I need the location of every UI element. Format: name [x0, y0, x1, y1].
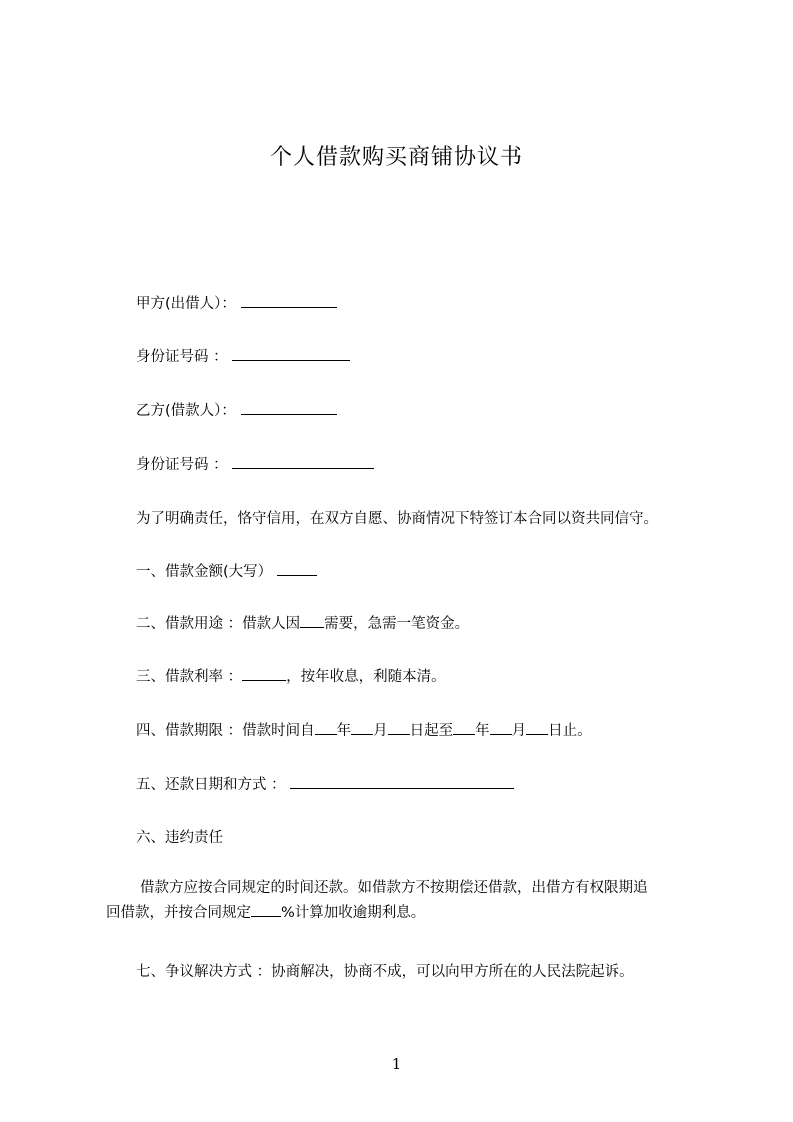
clause-6-heading: 六、违约责任 — [136, 830, 223, 846]
start-month-blank[interactable] — [351, 720, 373, 735]
clause-7: 七、争议解决方式 ：协商解决，协商不成，可以向甲方所在的人民法院起诉。 — [136, 964, 634, 980]
end-year-blank[interactable] — [453, 720, 475, 735]
party-a-id-line — [136, 345, 350, 366]
start-year-blank[interactable] — [315, 720, 337, 735]
party-b-id-blank[interactable] — [232, 454, 374, 469]
start-day-blank[interactable] — [388, 720, 410, 735]
clause-1 — [136, 560, 317, 581]
party-a-line — [136, 292, 337, 313]
page-number: 1 — [391, 1055, 402, 1073]
party-b-id-label: 身份证号码 ： — [136, 457, 228, 473]
party-a-label: 甲方(出借人）： — [136, 296, 236, 312]
end-year-label: 年 — [475, 723, 490, 739]
party-b-label: 乙方(借款人）： — [136, 403, 236, 419]
party-b-line — [136, 399, 337, 420]
start-month-label: 月 — [373, 723, 388, 739]
start-year-label: 年 — [336, 723, 352, 739]
clause-1-text: 一、借款金额(大写） — [136, 564, 273, 580]
clause-5 — [136, 773, 514, 794]
clause-3 — [136, 665, 446, 686]
clause-6-body-line-2 — [106, 901, 706, 926]
preamble: 为了明确责任，恪守信用，在双方自愿、协商情况下特签订本合同以资共同信守。 — [136, 511, 658, 527]
clause-3-suffix: ，按年收息，利随本清。 — [286, 669, 446, 685]
document-title: 个人借款购买商铺协议书 — [269, 145, 523, 170]
interest-rate-blank[interactable] — [242, 666, 286, 681]
clause-2-suffix: 需要，急需一笔资金。 — [324, 616, 470, 632]
clause-4-prefix: 四、借款期限 ：借款时间自 — [136, 723, 315, 739]
party-a-id-blank[interactable] — [232, 346, 350, 361]
clause-6-line-2-prefix: 回借款，并按合同规定 — [106, 905, 251, 921]
clause-6-line-2-suffix: %计算加收逾期利息。 — [281, 905, 426, 921]
loan-amount-blank[interactable] — [277, 561, 317, 576]
clause-2-prefix: 二、借款用途 ：借款人因 — [136, 616, 301, 632]
overdue-rate-blank[interactable] — [251, 902, 281, 917]
end-day-blank[interactable] — [526, 720, 548, 735]
repayment-method-blank[interactable] — [290, 774, 514, 789]
end-month-label: 月 — [511, 723, 527, 739]
party-a-blank[interactable] — [241, 293, 337, 308]
clause-6-body-line-1: 借款方应按合同规定的时间还款。如借款方不按期偿还借款，出借方有权限期追 — [140, 880, 648, 896]
party-b-id-line — [136, 453, 374, 474]
clause-2 — [136, 612, 469, 633]
party-a-id-label: 身份证号码 ： — [136, 349, 228, 365]
loan-purpose-blank[interactable] — [300, 613, 324, 628]
clause-3-prefix: 三、借款利率 ： — [136, 669, 243, 685]
clause-6-body — [106, 876, 706, 926]
start-day-label: 日起至 — [409, 723, 454, 739]
end-month-blank[interactable] — [490, 720, 512, 735]
end-day-label: 日止。 — [548, 723, 592, 739]
clause-5-text: 五、还款日期和方式 ： — [136, 777, 286, 793]
clause-4 — [136, 719, 592, 740]
party-b-blank[interactable] — [241, 400, 337, 415]
